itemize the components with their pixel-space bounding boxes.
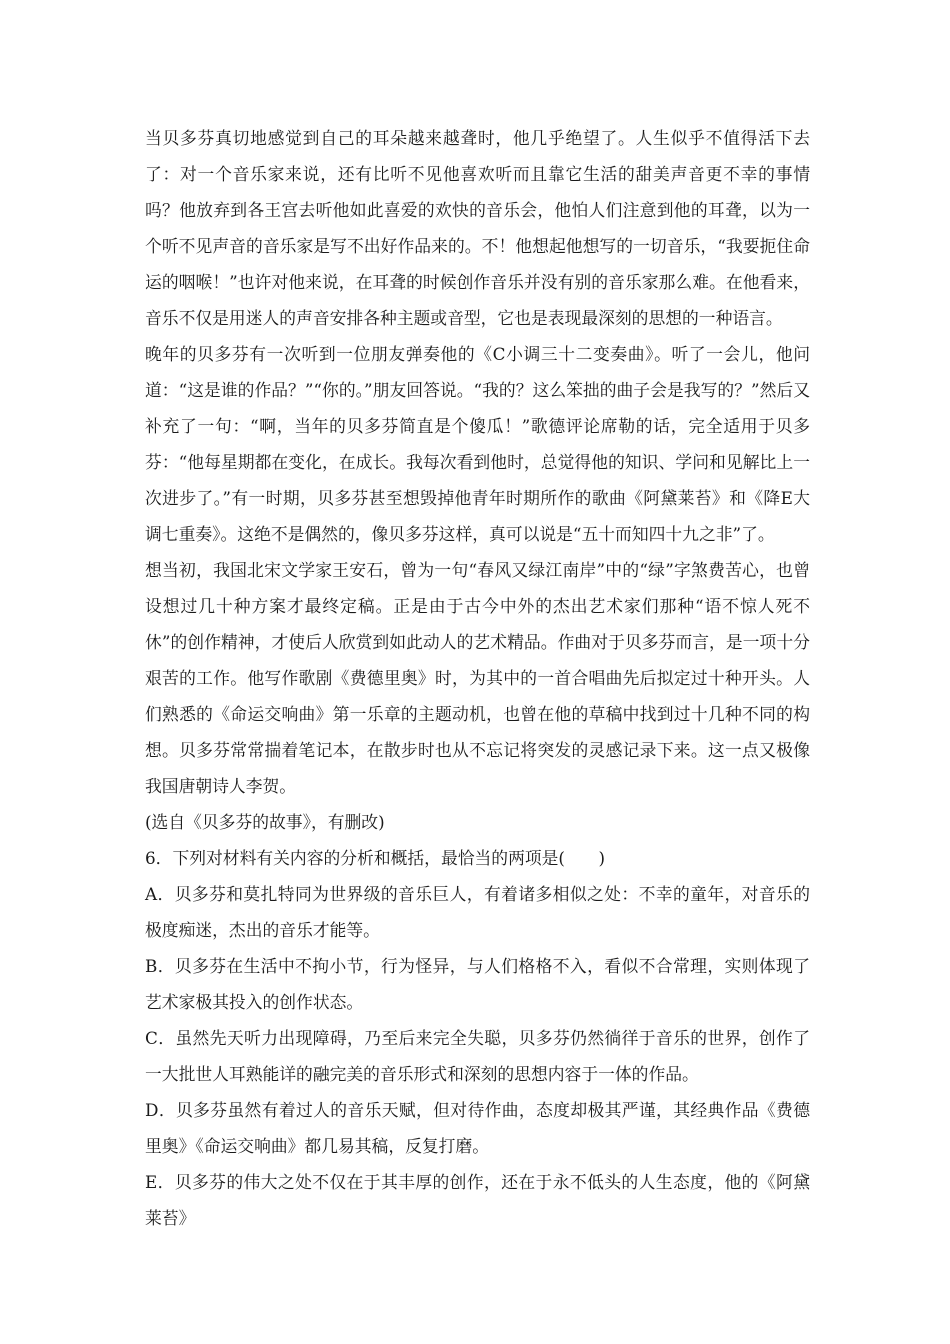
question-stem: 6．下列对材料有关内容的分析和概括，最恰当的两项是( ) (145, 848, 606, 868)
option-b: B．贝多芬在生活中不拘小节，行为怪异，与人们格格不入，看似不合常理，实则体现了艺术家极其投入的创作状态。 (145, 956, 810, 1012)
passage-paragraph-1: 当贝多芬真切地感觉到自己的耳朵越来越聋时，他几乎绝望了。人生似乎不值得活下去了：对一个音乐家来说，还有比听不见他喜欢听而且靠它生活的甜美声音更不幸的事情吗？他放弃到各王宫去听他如此喜爱的欢快的音乐会，他怕人们注意到他的耳聋，以为一个听不见声音的音乐家是写不出好作品来的。不！他想起他想写的一切音乐，“我要扼住命运的咽喉！”也许对他来说，在耳聋的时候创作音乐并没有别的音乐家那么难。在他看来，音乐不仅是用迷人的声音安排各种主题或音型，它也是表现最深刻的思想的一种语言。 (145, 128, 810, 328)
passage-source: (选自《贝多芬的故事》，有删改) (145, 812, 385, 832)
option-a: A．贝多芬和莫扎特同为世界级的音乐巨人，有着诸多相似之处：不幸的童年，对音乐的极度痴迷，杰出的音乐才能等。 (145, 884, 810, 940)
option-c: C．虽然先天听力出现障碍，乃至后来完全失聪，贝多芬仍然徜徉于音乐的世界，创作了一大批世人耳熟能详的融完美的音乐形式和深刻的思想内容于一体的作品。 (145, 1028, 810, 1084)
passage-paragraph-3: 想当初，我国北宋文学家王安石，曾为一句“春风又绿江南岸”中的“绿”字煞费苦心，也曾设想过几十种方案才最终定稿。正是由于古今中外的杰出艺术家们那种“语不惊人死不休”的创作精神，才使后人欣赏到如此动人的艺术精品。作曲对于贝多芬而言，是一项十分艰苦的工作。他写作歌剧《费德里奥》时，为其中的一首合唱曲先后拟定过十种开头。人们熟悉的《命运交响曲》第一乐章的主题动机，也曾在他的草稿中找到过十几种不同的构想。贝多芬常常揣着笔记本，在散步时也从不忘记将突发的灵感记录下来。这一点又极像我国唐朝诗人李贺。 (145, 560, 810, 796)
passage-paragraph-2: 晚年的贝多芬有一次听到一位朋友弹奏他的《C小调三十二变奏曲》。听了一会儿，他问道：“这是谁的作品？”“你的。”朋友回答说。“我的？这么笨拙的曲子会是我写的？”然后又补充了一句：“啊，当年的贝多芬简直是个傻瓜！”歌德评论席勒的话，完全适用于贝多芬：“他每星期都在变化，在成长。我每次看到他时，总觉得他的知识、学问和见解比上一次进步了。”有一时期，贝多芬甚至想毁掉他青年时期所作的歌曲《阿黛莱苔》和《降E大调七重奏》。这绝不是偶然的，像贝多芬这样，真可以说是“五十而知四十九之非”了。 (145, 344, 810, 544)
document-page (145, 120, 810, 1236)
option-e: E．贝多芬的伟大之处不仅在于其丰厚的创作，还在于永不低头的人生态度，他的《阿黛莱苔》 (145, 1172, 810, 1228)
option-d: D．贝多芬虽然有着过人的音乐天赋，但对待作曲，态度却极其严谨，其经典作品《费德里奥》《命运交响曲》都几易其稿，反复打磨。 (145, 1100, 810, 1156)
